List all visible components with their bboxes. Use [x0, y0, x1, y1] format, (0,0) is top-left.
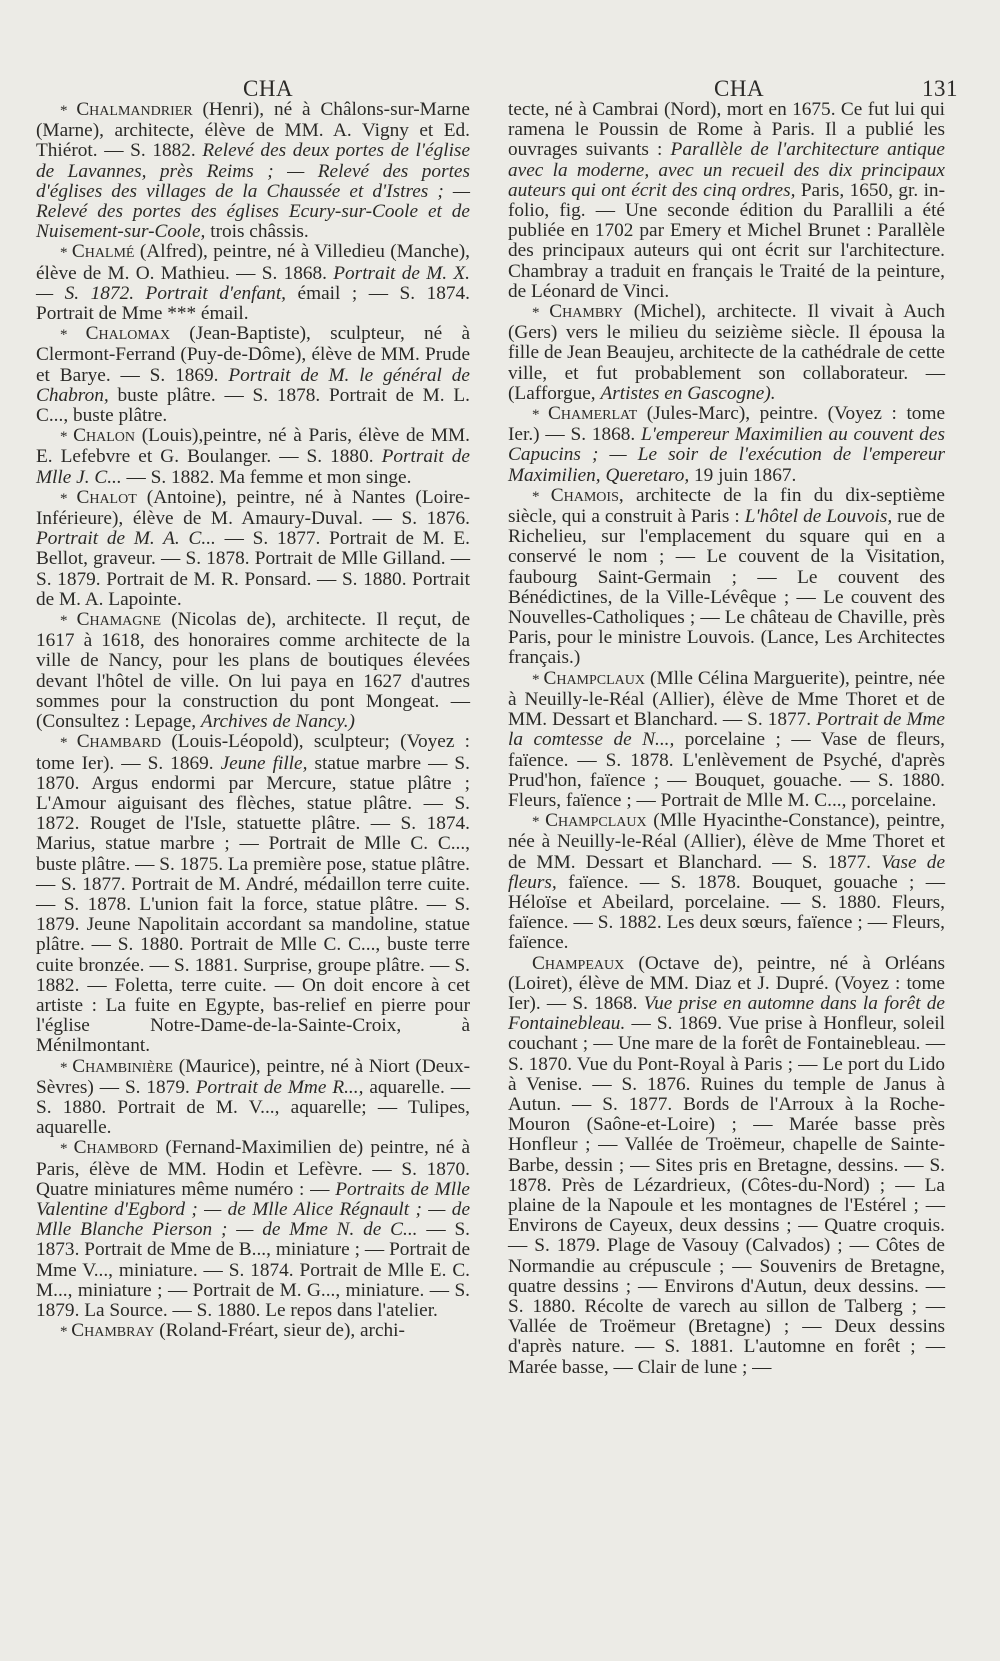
entry-name: Chalmé: [71, 241, 135, 263]
dictionary-entry: [36, 324, 470, 426]
asterisk-marker: *: [532, 407, 549, 424]
entry-name: Chamois: [550, 484, 619, 506]
entry-works: Portrait de M. le général de Chabron,: [36, 364, 470, 406]
entry-tail: statue marbre — S. 1870. Argus endormi par Mercure, statue plâtre ; L'Amour aiguisant des flèches, statue plâtre. — S. 1872. Rouget de l'Isle, statuette plâtre. — S. 1874. Marius, statue marbre ; — Portrait de Mlle C. C..., buste plâtre. — S. 1875. La première pose, statue plâtre. — S. 1877. Portrait de M. André, médaillon terre cuite. — S. 1878. L'union fait la force, statue plâtre. — S. 1879. Jeune Napolitain accordant sa mandoline, statue plâtre. — S. 1880. Portrait de Mlle C. C..., buste terre cuite bronzée. — S. 1881. Surprise, groupe plâtre. — S. 1882. — Foletta, terre cuite. — On doit encore à cet artiste : La fuite en Egypte, bas-relief en pierre pour l'église Notre-Dame-de-la-Sainte-Croix, à Ménilmontant.: [36, 752, 470, 1057]
entry-works: L'hôtel de Louvois,: [744, 506, 893, 528]
entry-tail: porcelaine ; — Vase de fleurs, faïence. — S. 1878. L'enlèvement de Psyché, d'après Prud'hon, faïence ; — Bouquet, gouache. — S. 1880. Fleurs, faïence ; — Portrait de Mlle M. C..., porcelaine.: [508, 729, 945, 811]
asterisk-marker: *: [532, 671, 544, 688]
entry-tail: rue de Richelieu, sur l'emplacement du square qui en a conservé le nom ; — Le couvent de la Visitation, faubourg Saint-Germain ; — Le couvent des Bénédictines, de la Ville-Lévêque ; — Le couvent des Nouvelles-Catholiques ; — Le château de Chaville, près Paris, pour le ministre Louvois. (Lance, Les Architectes français.): [508, 506, 945, 669]
asterisk-marker: *: [60, 327, 86, 344]
dictionary-entry: [36, 610, 470, 732]
entry-text: (Mlle Hyacinthe-Constance), peintre, née à Neuilly-le-Réal (Allier), élève de Mme Thoret et de MM. Dessart et Blanchard. — S. 1877.: [508, 810, 945, 873]
entry-name: Chamerlat: [548, 403, 638, 425]
entry-text: (Antoine), peintre, né à Nantes (Loire-Inférieure), élève de M. Amaury-Duval. — S. 1876.: [36, 486, 470, 530]
dictionary-entry: [508, 669, 945, 811]
entry-works: Archives de Nancy.): [200, 711, 355, 733]
entry-tail: buste plâtre. — S. 1878. Portrait de M. L. C..., buste plâtre.: [36, 384, 470, 427]
running-header-right: CHA: [714, 76, 765, 101]
entry-works: Portrait de Mme R...,: [195, 1076, 364, 1098]
entry-tail: 19 juin 1867.: [689, 464, 797, 486]
asterisk-marker: *: [60, 490, 77, 507]
entry-text: , architecte de la fin du dix-septième siècle, qui a construit à Paris :: [508, 484, 945, 528]
entry-tail: — S. 1877. Portrait de M. E. Bellot, graveur. — S. 1878. Portrait de Mlle Gilland. — S. 1879. Portrait de M. R. Ponsard. — S. 1880. Portrait de M. A. Lapointe.: [36, 528, 470, 610]
entry-text: (Nicolas de), architecte. Il reçut, de 1617 à 1618, des honoraires comme architecte de la ville de Nancy, pour les plans de boutiques élevées devant l'hôtel de ville. On lui paya en 1627 d'autres sommes pour la construction du pont Mongeat. — (Consultez : Lepage,: [36, 609, 470, 733]
entry-tail: — S. 1882. Ma femme et mon singe.: [121, 466, 412, 488]
entry-works: Portrait de Mme la comtesse de N...,: [508, 709, 945, 751]
entry-text: (Henri), né à Châlons-sur-Marne (Marne), architecte, élève de MM. A. Vigny et Ed. Thiérot. — S. 1882.: [36, 99, 470, 162]
left-column: [36, 100, 470, 1342]
page-number: 131: [922, 76, 958, 101]
entry-text: (Alfred), peintre, né à Villedieu (Manche), élève de M. O. Mathieu. — S. 1868.: [36, 241, 470, 284]
dictionary-entry: [36, 100, 470, 242]
asterisk-marker: *: [60, 429, 74, 446]
right-column: [508, 100, 945, 1378]
dictionary-entry: [36, 242, 470, 324]
entry-name: Chamagne: [76, 609, 162, 631]
entry-works: Artistes en Gascogne).: [600, 382, 776, 404]
entry-text: tecte, né à Cambrai (Nord), mort en 1675. Ce fut lui qui ramena le Poussin de Rome à Paris. Il a publié les ouvrages suivants :: [508, 99, 945, 161]
entry-name: Chambard: [76, 731, 162, 753]
entry-name: Chalon: [73, 425, 135, 447]
entry-works: Portrait de Mlle J. C...: [36, 446, 470, 488]
entry-name: Champeaux: [532, 952, 625, 974]
entry-works: Vue prise en automne dans la forêt de Fontainebleau.: [508, 992, 945, 1035]
entry-tail: émail ; — S. 1874. Portrait de Mme *** émail.: [36, 282, 471, 325]
dictionary-entry: [36, 1321, 470, 1342]
asterisk-marker: *: [60, 103, 77, 119]
asterisk-marker: *: [60, 735, 77, 752]
asterisk-marker: *: [532, 488, 551, 505]
entry-name: Champclaux: [543, 667, 646, 689]
entry-tail: — S. 1873. Portrait de Mme de B..., miniature ; — Portrait de Mme V..., miniature. — S. 1874. Portrait de Mlle E. C. M..., miniature ; — Portrait de M. G..., miniature. — S. 1879. La Source. — S. 1880. Le repos dans l'atelier.: [36, 1219, 470, 1321]
entry-works: Portraits de Mlle Valentine d'Egbord ; — de Mlle Alice Régnault ; — de Mlle Blanche Pierson ; — de Mme N. de C...: [36, 1178, 470, 1241]
dictionary-entry: [508, 486, 945, 669]
entry-name: Chalot: [76, 486, 137, 508]
dictionary-entry: [36, 1057, 470, 1139]
entry-text: (Michel), architecte. Il vivait à Auch (Gers) vers le milieu du seizième siècle. Il épousa la fille de Jean Beaujeu, architecte de la cathédrale de cette ville, et fut probablement son collaborateur. — (Lafforgue,: [508, 301, 945, 404]
entry-name: Chambray: [71, 1320, 155, 1342]
entry-tail: — S. 1869. Vue prise à Honfleur, soleil couchant ; — Une mare de la forêt de Fontainebleau. — S. 1870. Vue du Pont-Royal à Paris ; — Le port du Lido à Venise. — S. 1876. Ruines du temple de Janus à Autun. — S. 1877. Bords de l'Arroux à la Roche-Mouron (Saône-et-Loire) ; — Marée basse près Honfleur ; — Vallée de Troëmeur, chapelle de Sainte-Barbe, dessin ; — Sites pris en Bretagne, dessins. — S. 1878. Près de Lézardrieux, (Côtes-du-Nord) ; — La plaine de la Napoule et les montagnes de l'Estérel ; — Environs de Cayeux, deux dessins ; — Quatre croquis. — S. 1879. Plage de Vasouy (Calvados) ; — Côtes de Normandie au crépuscule ; — Souvenirs de Bretagne, quatre dessins ; — Environs d'Autun, deux dessins. — S. 1880. Récolte de varech au sillon de Talberg ; — Vallée de Troëmeur (Bretagne) ; — Deux dessins d'après nature. — S. 1881. L'automne en forêt ; — Marée basse, — Clair de lune ; —: [508, 1013, 945, 1378]
dictionary-entry: [508, 100, 945, 302]
entry-tail: Paris, 1650, gr. in-folio, fig. — Une seconde édition du Parallili a été publiée en 1702 par Emery et Michel Brunet : Parallèle des principaux auteurs qui ont écrit sur l'architecture. Chambray a traduit en français le Traité de la peinture, de Léonard de Vinci.: [508, 179, 945, 302]
dictionary-entry: [508, 811, 945, 953]
asterisk-marker: *: [60, 1059, 73, 1076]
entry-text: (Jules-Marc), peintre. (Voyez : tome Ier.) — S. 1868.: [508, 403, 946, 446]
entry-tail: aquarelle. — S. 1880. Portrait de M. V..., aquarelle; — Tulipes, aquarelle.: [36, 1076, 470, 1139]
asterisk-marker: *: [60, 245, 72, 262]
entry-name: Champclaux: [545, 810, 647, 832]
asterisk-marker: *: [60, 613, 77, 630]
dictionary-entry: [508, 302, 945, 404]
entry-text: (Maurice), peintre, né à Niort (Deux-Sèvres) — S. 1879.: [36, 1055, 471, 1098]
entry-works: Jeune fille,: [220, 752, 308, 774]
entry-works: Relevé des deux portes de l'église de Lavannes, près Reims ; — Relevé des portes d'églises des villages de la Chaussée et d'Istres ; — Relevé des portes des églises Ecury-sur-Coole et de Nuisement-sur-Coole,: [36, 140, 470, 243]
entry-text: (Louis-Léopold), sculpteur; (Voyez : tome Ier). — S. 1869.: [36, 731, 471, 774]
entry-text: (Fernand-Maximilien de) peintre, né à Paris, élève de MM. Hodin et Lefèvre. — S. 1870. Quatre miniatures même numéro : —: [36, 1137, 470, 1200]
asterisk-marker: *: [60, 1324, 72, 1341]
entry-name: Chalmandrier: [76, 99, 193, 120]
entry-text: (Jean-Baptiste), sculpteur, né à Clermont-Ferrand (Puy-de-Dôme), élève de MM. Prude et Barye. — S. 1869.: [36, 323, 470, 386]
dictionary-entry: [36, 732, 470, 1056]
asterisk-marker: *: [532, 814, 546, 831]
asterisk-marker: *: [532, 305, 550, 322]
dictionary-entry: [508, 954, 945, 1378]
entry-works: Portrait de M. A. C...: [36, 528, 216, 550]
entry-works: Parallèle de l'architecture antique avec la moderne, avec un recueil des dix principaux auteurs qui ont écrit des cinq ordres,: [508, 139, 945, 201]
entry-text: (Roland-Fréart, sieur de), archi-: [154, 1320, 405, 1342]
entry-works: L'empereur Maximilien au couvent des Capucins ; — Le soir de l'exécution de l'empereur Maximilien, Queretaro,: [508, 424, 945, 486]
dictionary-entry: [36, 1138, 470, 1321]
entry-name: Chambord: [73, 1137, 159, 1159]
entry-name: Chambinière: [72, 1055, 173, 1077]
entry-tail: faïence. — S. 1878. Bouquet, gouache ; — Héloïse et Abeilard, porcelaine. — S. 1880. Fleurs, faïence. — S. 1882. Les deux sœurs, faïence ; — Fleurs, faïence.: [508, 871, 945, 954]
asterisk-marker: *: [60, 1141, 74, 1158]
dictionary-entry: [508, 404, 945, 486]
running-header-left: CHA: [243, 76, 294, 101]
dictionary-entry: [36, 488, 470, 610]
entry-tail: trois châssis.: [205, 221, 309, 243]
dictionary-entry: [36, 426, 470, 488]
entry-works: Vase de fleurs,: [508, 851, 945, 893]
entry-name: Chalomax: [85, 323, 171, 345]
entry-works: Portrait de M. X. — S. 1872. Portrait d'enfant,: [36, 262, 470, 304]
entry-text: (Louis),peintre, né à Paris, élève de MM. E. Lefebvre et G. Boulanger. — S. 1880.: [36, 425, 471, 468]
entry-text: (Octave de), peintre, né à Orléans (Loiret), élève de MM. Diaz et J. Dupré. (Voyez : tome Ier). — S. 1868.: [508, 952, 945, 1014]
entry-name: Chambry: [549, 301, 623, 323]
entry-text: (Mlle Célina Marguerite), peintre, née à Neuilly-le-Réal (Allier), élève de Mme Thoret et de MM. Dessart et Blanchard. — S. 1877.: [508, 667, 945, 731]
